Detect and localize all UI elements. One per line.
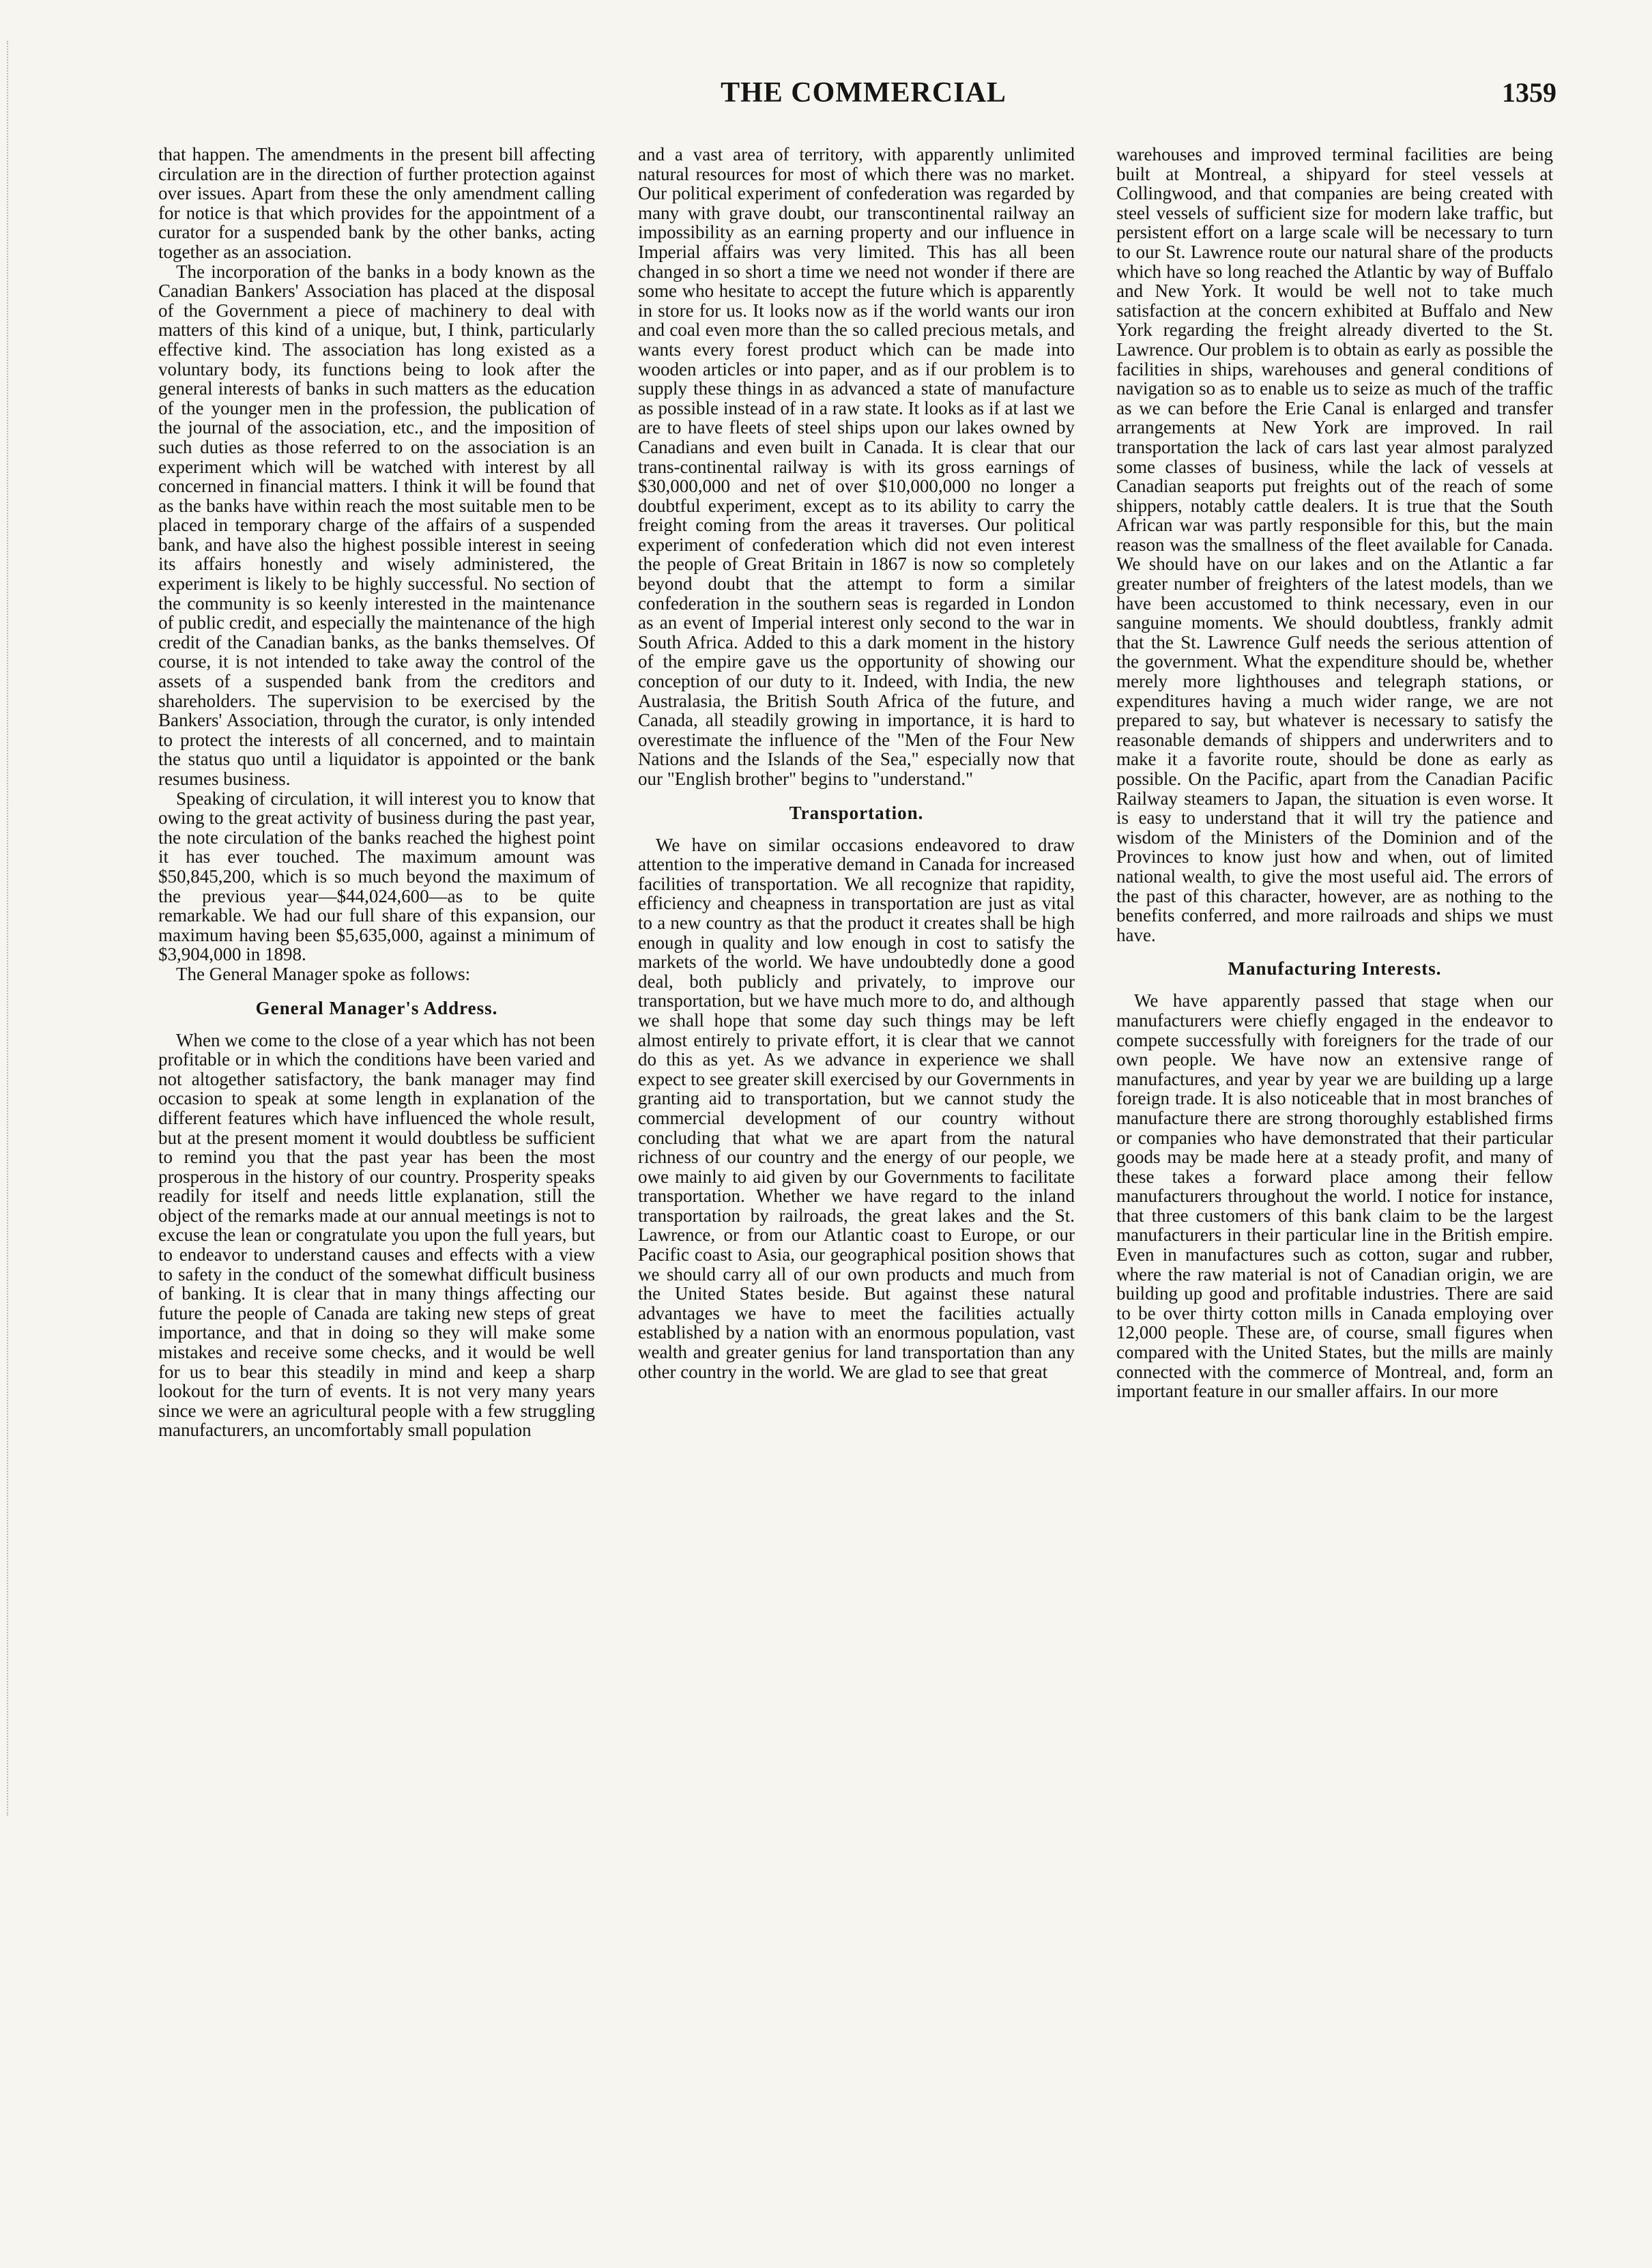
paragraph: Speaking of circulation, it will interest you to know that owing to the great activity of business during the past year, the note circulation of the banks reached the highest point it has ever touched. The maximum amount was $50,845,200, which is so much beyond the maximum of the previous year—$44,024,600—as to be quite remarkable. We had our full share of this expansion, our maximum having been $5,635,000, against a minimum of $3,904,000 in 1898. [158,788,595,965]
section-heading: Manufacturing Interests. [1228,958,1442,979]
column-1 [158,145,595,2233]
left-margin-scan-marks [7,41,35,1815]
paragraph: We have on similar occasions endeavored to draw attention to the imperative demand in Canada for increased facilities of transportation. We all recognize that rapidity, efficiency and cheapness in transportation are just as vital to a new country as that the product it creates shall be high enough in quality and low enough in cost to satisfy the markets of the world. We have undoubtedly done a good deal, both publicly and privately, to improve our transportation, but we have much more to do, and although we shall hope that some day such things may be left almost entirely to private effort, it is clear that we cannot do this as yet. As we advance in experience we shall expect to see greater skill exercised by our Governments in granting aid to transportation, but we cannot study the commercial development of our country without concluding that what we are apart from the natural richness of our country and the energy of our people, we owe mainly to aid given by our Governments to facilitate transportation. Whether we have regard to the inland transportation by railroads, the great lakes and the St. Lawrence, or from our Atlantic coast to Europe, or our Pacific coast to Asia, our geographical position shows that we should carry all of our own products and much from the United States beside. But against these natural advantages we have to meet the facilities actually established by a nation with an enormous population, vast wealth and greater genius for land transportation than any other country in the world. We are glad to see that great [638,834,1075,1382]
paragraph: that happen. The amendments in the present bill affecting circulation are in the direction of further protection against over issues. Apart from these the only amendment calling for notice is that which provides for the appointment of a curator for a suspended bank by the other banks, acting together as an association. [158,145,595,262]
column-3 [1116,145,1553,2233]
column-2 [638,145,1075,2233]
paragraph: We have apparently passed that stage when our manufacturers were chiefly engaged in the endeavor to compete successfully with foreigners for the trade of our own people. We have now an extensive range of manufactures, and year by year we are building up a large foreign trade. It is also noticeable that in most branches of manufacture there are strong thoroughly established firms or companies who have demonstrated that their particular goods may be made here at a steady profit, and many of these takes a forward place among their fellow manufacturers throughout the world. I notice for instance, that three customers of this bank claim to be the largest manufacturers in their particular line in the British empire. Even in manufactures such as cotton, sugar and rubber, where the raw material is not of Canadian origin, we are building up good and profitable industries. There are said to be over thirty cotton mills in Canada employing over 12,000 people. These are, of course, small figures when compared with the United States, but the mills are mainly connected with the commerce of Montreal, and, form an important feature in our smaller affairs. In our more [1116,990,1553,1402]
paragraph: The General Manager spoke as follows: [176,963,471,984]
paragraph: warehouses and improved terminal facilities are being built at Montreal, a shipyard for steel vessels at Collingwood, and that companies are being created with steel vessels of sufficient size for modern lake traffic, but persistent effort on a large scale will be necessary to turn to our St. Lawrence route our natural share of the products which have so long reached the Atlantic by way of Buffalo and New York. It would be well not to take much satisfaction at the concern exhibited at Buffalo and New York regarding the freight already diverted to the St. Lawrence. Our problem is to obtain as early as possible the facilities in ships, warehouses and general conditions of navigation so as to enable us to seize as much of the traffic as we can before the Erie Canal is enlarged and transfer arrangements at New York are improved. In rail transportation the lack of cars last year almost paralyzed some classes of business, while the lack of vessels at Canadian seaports put freights out of the reach of some shippers, notably cattle dealers. It is true that the South African war was partly responsible for this, but the main reason was the smallness of the fleet available for Canada. We should have on our lakes and on the Atlantic a far greater number of freighters of the latest models, than we have been accustomed to think necessary, even in our sanguine moments. We should doubtless, frankly admit that the St. Lawrence Gulf needs the serious attention of the government. What the expenditure should be, whether merely more lighthouses and telegraph stations, or expenditures having a much wider range, we are not prepared to say, but whatever is necessary to satisfy the reasonable demands of shippers and underwriters and to make it a favorite route, should be done as early as possible. On the Pacific, apart from the Canadian Pacific Railway steamers to Japan, the situation is even worse. It is easy to understand that it will try the patience and wisdom of the Ministers of the Dominion and of the Provinces to know just how and when, out of limited national wealth, to give the most useful aid. The errors of the past of this character, however, are as nothing to the benefits conferred, and more railroads and ships we must have. [1116,145,1553,945]
section-heading: General Manager's Address. [255,997,498,1018]
page-header [157,76,1570,124]
section-heading: Transportation. [789,802,924,823]
paragraph: and a vast area of territory, with apparently unlimited natural resources for most of which there was no market. Our political experiment of confederation was regarded by many with grave doubt, our transcontinental railway an impossibility as an earning property and our influence in Imperial affairs was very limited. This has all been changed in so short a time we need not wonder if there are some who hesitate to accept the future which is apparently in store for us. It looks now as if the world wants our iron and coal even more than the so called precious metals, and wants every forest product which can be made into wooden articles or into paper, and as if our problem is to supply these things in as advanced a state of manufacture as possible instead of in a raw state. It looks as if at last we are to have fleets of steel ships upon our lakes owned by Canadians and even built in Canada. It is clear that our trans-continental railway is with its gross earnings of $30,000,000 and net of over $10,000,000 no longer a doubtful experiment, except as to its ability to carry the freight coming from the areas it traverses. Our political experiment of confederation which did not even interest the people of Great Britain in 1867 is now so completely beyond doubt that the attempt to form a similar confederation in the southern seas is regarded in London as an event of Imperial interest only second to the war in South Africa. Added to this a dark moment in the history of the empire gave us the opportunity of showing our conception of our duty to it. Indeed, with India, the new Australasia, the British South Africa of the future, and Canada, all steadily growing in importance, it is hard to overestimate the influence of the "Men of the Four New Nations and the Islands of the Sea," especially now that our "English brother" begins to "understand." [638,145,1075,789]
paragraph: When we come to the close of a year which has not been profitable or in which the conditions have been varied and not altogether satisfactory, the bank manager may find occasion to speak at some length in explanation of the different features which have influenced the whole result, but at the present moment it would doubtless be sufficient to remind you that the past year has been the most prosperous in the history of our country. Prosperity speaks readily for itself and needs little explanation, still the object of the remarks made at our annual meetings is not to excuse the lean or congratulate you upon the full years, but to endeavor to understand causes and effects with a view to safety in the conduct of the somewhat difficult business of banking. It is clear that in many things affecting our future the people of Canada are taking new steps of great importance, and that in doing so they will make some mistakes and receive some checks, and it would be well for us to bear this steadily in mind and keep a sharp lookout for the turn of events. It is not very many years since we were an agricultural people with a few struggling manufacturers, an uncomfortably small population [158,1029,595,1441]
paragraph: The incorporation of the banks in a body known as the Canadian Bankers' Association has placed at the disposal of the Government a piece of machinery to deal with matters of this kind of a unique, but, I think, particularly effective kind. The association has long existed as a voluntary body, its functions being to look after the general interests of banks in such matters as the education of the younger men in the profession, the publication of the journal of the association, etc., and the imposition of such duties as those referred to on the association is an experiment which will be watched with interest by all concerned in financial matters. I think it will be found that as the banks have within reach the most suitable men to be placed in temporary charge of the affairs of a suspended bank, and have also the highest possible interest in seeing its affairs honestly and wisely administered, the experiment is likely to be highly successful. No section of the community is so keenly interested in the maintenance of public credit, and especially the maintenance of the high credit of the Canadian banks, as the banks themselves. Of course, it is not intended to take away the control of the assets of a suspended bank from the creditors and shareholders. The supervision to be exercised by the Bankers' Association, through the curator, is only intended to protect the interests of all concerned, and to maintain the status quo until a liquidator is appointed or the bank resumes business. [158,261,595,789]
publication-title: THE COMMERCIAL [721,77,1006,109]
page-number: 1359 [1502,77,1556,108]
